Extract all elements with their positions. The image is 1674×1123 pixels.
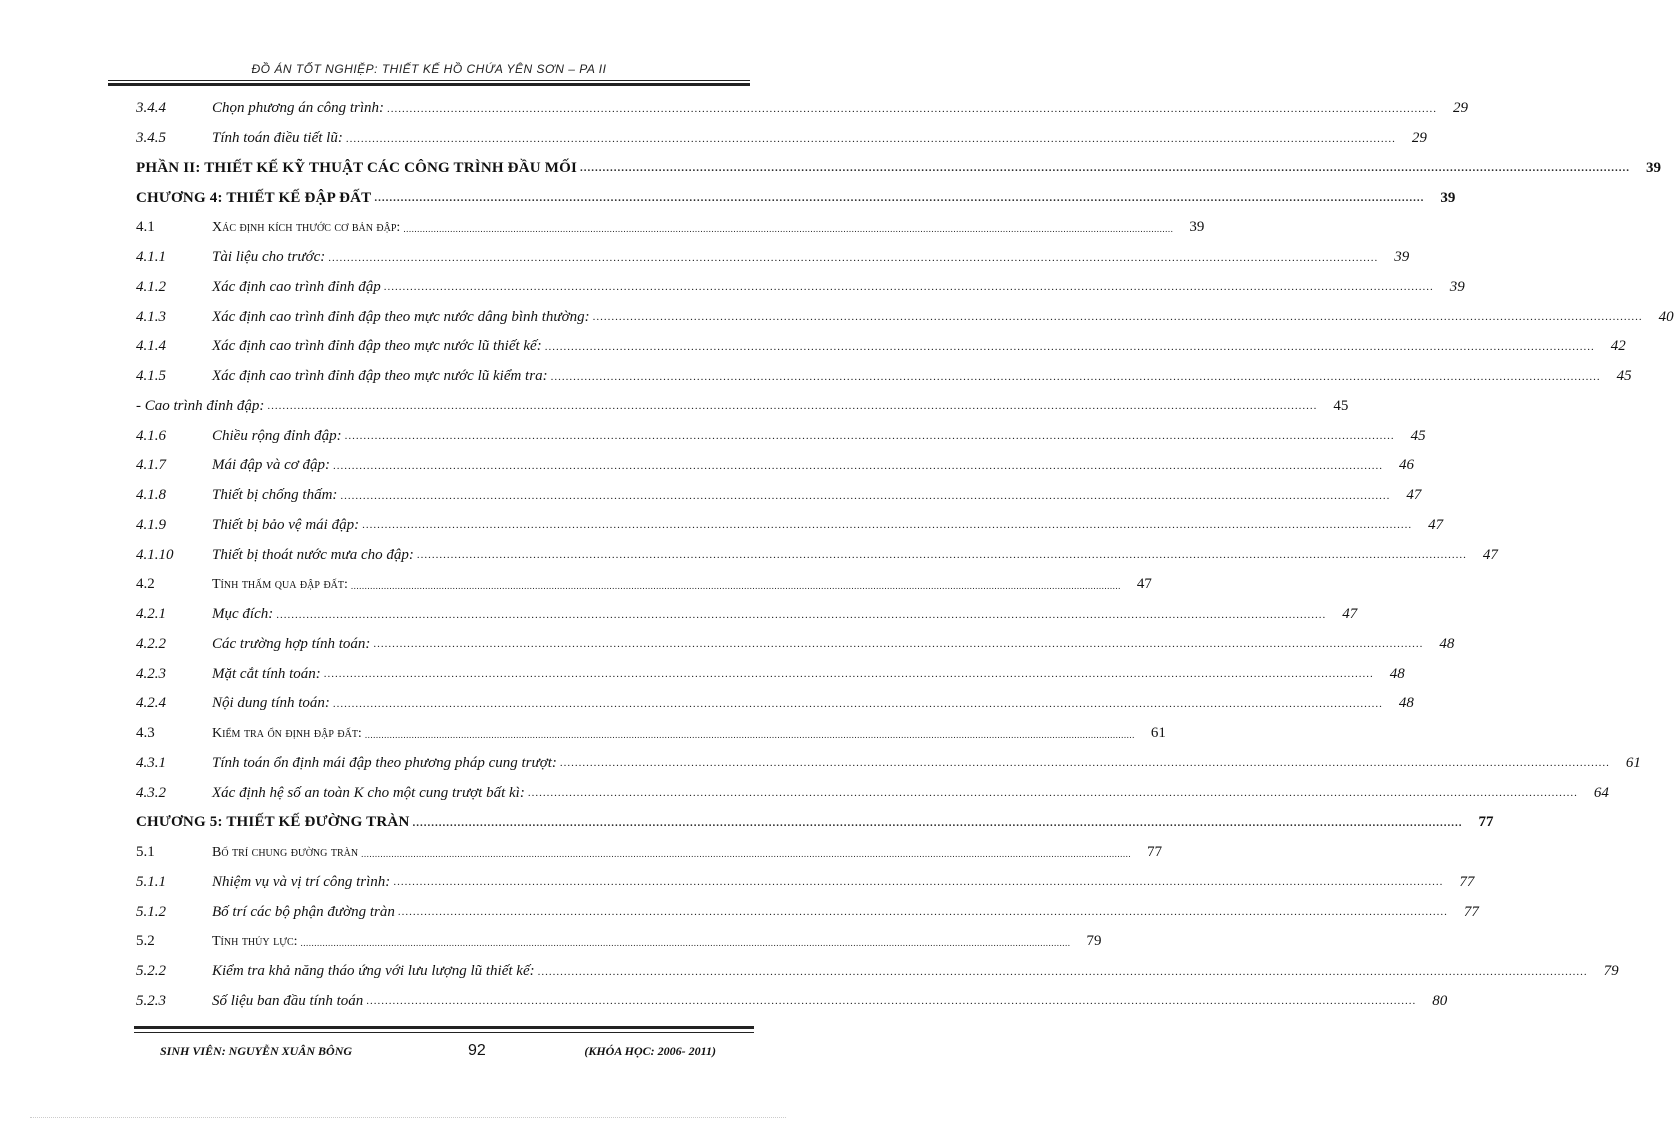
toc-entry-title: Bố trí chung đường tràn bbox=[212, 844, 359, 860]
toc-entry-page: 77 bbox=[1459, 873, 1475, 890]
toc-entry-number: 5.2.3 bbox=[136, 992, 166, 1009]
toc-entry-title: Chiều rộng đỉnh đập: bbox=[212, 427, 342, 444]
toc-entry-leader-dots bbox=[333, 698, 1383, 719]
toc-entry[interactable] bbox=[136, 213, 1205, 243]
toc-entry-number: 4.1.5 bbox=[136, 368, 166, 385]
toc-entry-page: 47 bbox=[1406, 487, 1422, 504]
toc-entry[interactable] bbox=[136, 124, 1427, 154]
toc-entry-page: 29 bbox=[1411, 130, 1427, 147]
toc-entry-page: 39 bbox=[1189, 219, 1205, 236]
toc-entry-leader-dots bbox=[373, 638, 1423, 659]
toc-entry-number: 4.1.8 bbox=[136, 487, 166, 504]
toc-entry-page: 47 bbox=[1482, 546, 1498, 563]
toc-entry-title: Tài liệu cho trước: bbox=[212, 249, 326, 266]
toc-entry-page: 79 bbox=[1086, 933, 1102, 950]
toc-entry-leader-dots bbox=[560, 757, 1610, 778]
toc-entry[interactable] bbox=[136, 154, 1661, 184]
toc-entry-leader-dots bbox=[393, 876, 1443, 897]
toc-entry-title: Nhiệm vụ và vị trí công trình: bbox=[212, 873, 391, 890]
toc-entry-leader-dots bbox=[362, 519, 1412, 540]
toc-entry-leader-dots bbox=[267, 400, 1317, 421]
toc-entry-leader-dots bbox=[361, 849, 1131, 868]
toc-entry-leader-dots bbox=[412, 817, 1462, 838]
toc-entry[interactable] bbox=[136, 630, 1455, 660]
toc-entry[interactable] bbox=[136, 808, 1494, 838]
toc-entry-number: 4.1.7 bbox=[136, 457, 166, 474]
toc-entry-leader-dots bbox=[387, 103, 1437, 124]
toc-entry-leader-dots bbox=[328, 252, 1378, 273]
toc-entry-page: 47 bbox=[1342, 606, 1358, 623]
toc-entry-number: 4.1 bbox=[136, 219, 155, 236]
table-of-contents bbox=[136, 94, 1674, 1016]
toc-entry[interactable] bbox=[136, 183, 1456, 213]
footer-page-number: 92 bbox=[468, 1042, 486, 1059]
toc-entry[interactable] bbox=[136, 451, 1414, 481]
toc-entry-page: 46 bbox=[1398, 457, 1414, 474]
toc-entry-page: 47 bbox=[1136, 576, 1152, 593]
footer-rule-thick bbox=[134, 1026, 754, 1029]
toc-entry-number: 5.1 bbox=[136, 844, 155, 861]
toc-entry-title: Xác định kích thước cơ bản đập: bbox=[212, 219, 401, 235]
footer-rule-thin bbox=[134, 1032, 754, 1033]
toc-entry-page: 61 bbox=[1150, 725, 1166, 742]
page-header-title: ĐỒ ÁN TỐT NGHIỆP: THIẾT KẾ HỒ CHỨA YÊN SƠN – PA II bbox=[251, 62, 607, 76]
page-footer bbox=[160, 1042, 716, 1062]
toc-entry[interactable] bbox=[136, 600, 1358, 630]
toc-entry-leader-dots bbox=[551, 371, 1601, 392]
toc-entry-leader-dots bbox=[384, 281, 1434, 302]
toc-entry-leader-dots bbox=[593, 311, 1643, 332]
toc-entry-title: Xác định cao trình đỉnh đập bbox=[212, 278, 381, 295]
toc-entry[interactable] bbox=[136, 421, 1426, 451]
toc-entry-number: 4.1.1 bbox=[136, 249, 166, 266]
toc-entry[interactable] bbox=[136, 778, 1609, 808]
toc-entry-title: Nội dung tính toán: bbox=[212, 695, 330, 712]
toc-entry-page: 79 bbox=[1603, 963, 1619, 980]
toc-entry[interactable] bbox=[136, 481, 1422, 511]
toc-entry-title: Mặt cắt tính toán: bbox=[212, 665, 321, 682]
toc-entry-title: Kiểm tra ổn định đập đất: bbox=[212, 725, 362, 741]
toc-entry-page: 45 bbox=[1410, 427, 1426, 444]
toc-entry-number: 4.2 bbox=[136, 576, 155, 593]
toc-entry[interactable] bbox=[136, 987, 1448, 1017]
toc-entry-title: Xác định cao trình đỉnh đập theo mực nước lũ thiết kế: bbox=[212, 338, 542, 355]
toc-entry-page: 61 bbox=[1625, 754, 1641, 771]
toc-entry-leader-dots bbox=[301, 938, 1071, 957]
toc-entry-title: Số liệu ban đầu tính toán bbox=[212, 992, 364, 1009]
toc-entry-number: 5.1.2 bbox=[136, 903, 166, 920]
toc-entry[interactable] bbox=[136, 897, 1479, 927]
toc-entry-title: CHƯƠNG 5: THIẾT KẾ ĐƯỜNG TRÀN bbox=[136, 814, 410, 831]
toc-entry-page: 42 bbox=[1610, 338, 1626, 355]
toc-entry[interactable] bbox=[136, 94, 1469, 124]
footer-course: (KHÓA HỌC: 2006- 2011) bbox=[584, 1044, 716, 1058]
toc-entry-number: 4.1.6 bbox=[136, 427, 166, 444]
toc-entry-title: Xác định hệ số an toàn K cho một cung trượt bất kì: bbox=[212, 784, 525, 801]
header-rule-thick bbox=[108, 83, 750, 86]
toc-entry-leader-dots bbox=[276, 609, 1326, 630]
toc-entry-page: 48 bbox=[1398, 695, 1414, 712]
toc-entry-page: 39 bbox=[1440, 189, 1456, 206]
toc-entry[interactable] bbox=[136, 927, 1102, 957]
toc-entry[interactable] bbox=[136, 540, 1498, 570]
toc-entry-number: 4.2.3 bbox=[136, 665, 166, 682]
toc-entry-number: 4.1.4 bbox=[136, 338, 166, 355]
toc-entry-title: Kiểm tra khả năng tháo ứng với lưu lượng lũ thiết kế: bbox=[212, 963, 535, 980]
toc-entry-number: 5.1.1 bbox=[136, 873, 166, 890]
toc-entry[interactable] bbox=[136, 749, 1641, 779]
toc-entry-number: 4.1.3 bbox=[136, 308, 166, 325]
toc-entry-leader-dots bbox=[545, 341, 1595, 362]
toc-entry-number: 4.3.2 bbox=[136, 784, 166, 801]
toc-entry[interactable] bbox=[136, 868, 1475, 898]
toc-entry-number: 4.1.10 bbox=[136, 546, 174, 563]
toc-entry-page: 77 bbox=[1463, 903, 1479, 920]
toc-entry[interactable] bbox=[136, 511, 1444, 541]
toc-entry-number: 4.2.2 bbox=[136, 635, 166, 652]
toc-entry[interactable] bbox=[136, 838, 1163, 868]
toc-entry-page: 39 bbox=[1449, 278, 1465, 295]
toc-entry-title: Thiết bị thoát nước mưa cho đập: bbox=[212, 546, 414, 563]
toc-entry-page: 77 bbox=[1147, 844, 1163, 861]
toc-entry-page: 40 bbox=[1658, 308, 1674, 325]
toc-entry[interactable] bbox=[136, 957, 1619, 987]
toc-entry[interactable] bbox=[136, 689, 1414, 719]
toc-entry-number: 3.4.4 bbox=[136, 100, 166, 117]
toc-entry[interactable] bbox=[136, 659, 1405, 689]
toc-entry-title: Các trường hợp tính toán: bbox=[212, 635, 371, 652]
toc-entry-page: 39 bbox=[1645, 159, 1661, 176]
toc-entry-page: 48 bbox=[1389, 665, 1405, 682]
toc-entry-title: PHẦN II: THIẾT KẾ KỸ THUẬT CÁC CÔNG TRÌNH ĐẦU MỐI bbox=[136, 159, 577, 176]
toc-entry[interactable] bbox=[136, 302, 1674, 332]
toc-entry-leader-dots bbox=[366, 995, 1416, 1016]
toc-entry-title: Bố trí các bộ phận đường tràn bbox=[212, 903, 395, 920]
toc-entry-number: 3.4.5 bbox=[136, 130, 166, 147]
toc-entry[interactable] bbox=[136, 332, 1626, 362]
toc-entry-title: Tính thủy lực: bbox=[212, 933, 298, 949]
toc-entry-title: Tính toán ổn định mái đập theo phương pháp cung trượt: bbox=[212, 754, 557, 771]
toc-entry[interactable] bbox=[136, 243, 1410, 273]
toc-entry-title: Thiết bị bảo vệ mái đập: bbox=[212, 516, 360, 533]
toc-entry[interactable] bbox=[136, 392, 1349, 422]
toc-entry-page: 45 bbox=[1333, 397, 1349, 414]
toc-entry-leader-dots bbox=[333, 460, 1383, 481]
toc-entry-title: Tính toán điều tiết lũ: bbox=[212, 130, 343, 147]
toc-entry-number: 4.3.1 bbox=[136, 754, 166, 771]
toc-entry-page: 47 bbox=[1428, 516, 1444, 533]
toc-entry[interactable] bbox=[136, 719, 1166, 749]
page-edge-divider bbox=[30, 1117, 786, 1118]
toc-entry-page: 29 bbox=[1453, 100, 1469, 117]
toc-entry-page: 48 bbox=[1439, 635, 1455, 652]
toc-entry-number: 5.2 bbox=[136, 933, 155, 950]
toc-entry-leader-dots bbox=[580, 162, 1630, 183]
toc-entry-leader-dots bbox=[398, 906, 1448, 927]
toc-entry-leader-dots bbox=[365, 730, 1135, 749]
toc-entry-page: 39 bbox=[1394, 249, 1410, 266]
toc-entry[interactable] bbox=[136, 570, 1152, 600]
header-rule-thin bbox=[108, 80, 750, 81]
toc-entry-number: 4.2.1 bbox=[136, 606, 166, 623]
toc-entry-page: 45 bbox=[1616, 368, 1632, 385]
toc-entry-leader-dots bbox=[538, 966, 1588, 987]
toc-entry-title: Mục đích: bbox=[212, 606, 274, 623]
toc-entry-title: Thiết bị chống thấm: bbox=[212, 487, 338, 504]
toc-entry-leader-dots bbox=[345, 430, 1395, 451]
toc-entry-leader-dots bbox=[403, 224, 1173, 243]
toc-entry-leader-dots bbox=[351, 581, 1121, 600]
toc-entry[interactable] bbox=[136, 273, 1465, 303]
toc-entry-number: 5.2.2 bbox=[136, 963, 166, 980]
toc-entry-leader-dots bbox=[417, 549, 1467, 570]
toc-entry-leader-dots bbox=[528, 787, 1578, 808]
toc-entry-page: 77 bbox=[1478, 814, 1494, 831]
toc-entry-number: 4.2.4 bbox=[136, 695, 166, 712]
toc-entry-leader-dots bbox=[374, 192, 1424, 213]
toc-entry-page: 80 bbox=[1432, 992, 1448, 1009]
toc-entry-number: 4.3 bbox=[136, 725, 155, 742]
toc-entry-number: 4.1.9 bbox=[136, 516, 166, 533]
toc-entry-title: Mái đập và cơ đập: bbox=[212, 457, 330, 474]
toc-entry-page: 64 bbox=[1593, 784, 1609, 801]
toc-entry-title: Tính thấm qua đập đất: bbox=[212, 576, 348, 592]
toc-entry-title: Xác định cao trình đỉnh đập theo mực nước lũ kiểm tra: bbox=[212, 368, 548, 385]
footer-student-name: SINH VIÊN: NGUYỄN XUÂN BÔNG bbox=[160, 1044, 353, 1058]
toc-entry-title: - Cao trình đỉnh đập: bbox=[136, 397, 265, 414]
toc-entry-number: 4.1.2 bbox=[136, 278, 166, 295]
toc-entry-leader-dots bbox=[324, 668, 1374, 689]
toc-entry-title: Chọn phương án công trình: bbox=[212, 100, 385, 117]
toc-entry-title: CHƯƠNG 4: THIẾT KẾ ĐẬP ĐẤT bbox=[136, 189, 372, 206]
toc-entry-leader-dots bbox=[340, 490, 1390, 511]
toc-entry-title: Xác định cao trình đỉnh đập theo mực nước dâng bình thường: bbox=[212, 308, 590, 325]
toc-entry-leader-dots bbox=[346, 133, 1396, 154]
toc-entry[interactable] bbox=[136, 362, 1632, 392]
